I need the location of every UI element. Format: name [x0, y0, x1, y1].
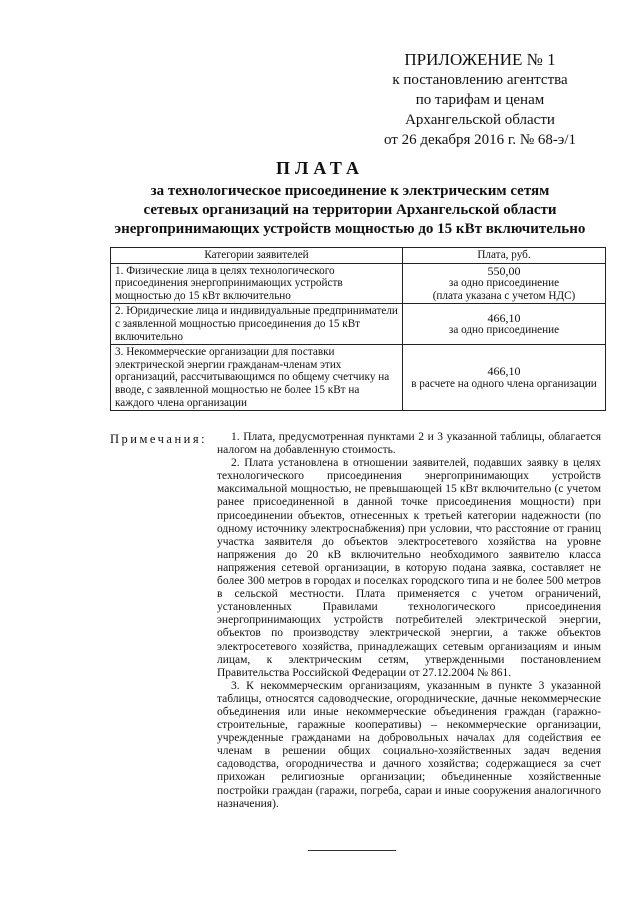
fee-cell	[403, 304, 606, 345]
table-header-row	[111, 248, 606, 264]
subtitle-line: энергопринимающих устройств мощностью до 15 кВт включительно	[114, 221, 586, 237]
fee-note: (плата указана с учетом НДС)	[432, 289, 576, 302]
note-item: 3. К некоммерческим организациям, указанным в пункте 3 указанной таблицы, относятся садоводческие, огороднические, дачные некоммерческие объединения или иные некоммерческие объединения граждан (гаражно-строительные, гаражные кооперативы) – некоммерческие организации, учрежденные гражданами на добровольных началах для содействия ее членам в решении общих социально-хозяйственных задач ведения садоводства, огородничества и дачного хозяйства; содержащиеся за счет прихожан религиозные организации; объединенные хозяйственные постройки граждан (гаражи, погреба, сараи и иные сооружения аналогичного назначения).	[217, 679, 601, 810]
fee-cell	[403, 345, 606, 411]
note-item: 2. Плата установлена в отношении заявителей, подавших заявку в целях технологического присоединения энергопринимающих устройств максимальной мощностью, не превышающей 15 кВт включительно (с учетом ранее присоединенной в данной точке присоединения мощности) при присоединении объектов, отнесенных к третьей категории надежности (по одному источнику электроснабжения) при условии, что расстояние от границ участка заявителя до объектов электросетевого хозяйства на уровне напряжения до 20 кВ включительно необходимого заявителю класса напряжения сетевой организации, в которую подана заявка, составляет не более 300 метров в городах и поселках городского типа и не более 500 метров в сельской местности. Плата применяется с учетом ограничений, установленных Правилами технологического присоединения энергопринимающих устройств потребителей электрической энергии, объектов по производству электрической энергии, а также объектов электросетевого хозяйства, принадлежащих сетевым организациям и иным лицам, к электрическим сетям, утвержденными постановлением Правительства Российской Федерации от 27.12.2004 № 861.	[217, 457, 601, 679]
appendix-date-line: от 26 декабря 2016 г. № 68-э/1	[383, 132, 577, 148]
fee-note: за одно присоединение	[448, 324, 560, 337]
category-cell: 3. Некоммерческие организации для поставки электрической энергии гражданам-членам этих организаций, рассчитывающимся по общему счетчику на вводе, с заявленной мощностью не более 15 кВт на каждого члена организации	[111, 345, 403, 411]
appendix-block	[360, 50, 600, 150]
end-divider	[308, 850, 396, 851]
header-category: Категории заявителей	[111, 248, 403, 264]
subtitle-line: за технологическое присоединение к электрическим сетям	[150, 183, 550, 199]
appendix-line: по тарифам и ценам	[415, 92, 545, 108]
table-row	[111, 304, 606, 345]
note-item: 1. Плата, предусмотренная пунктами 2 и 3 указанной таблицы, облагается налогом на добавленную стоимость.	[217, 431, 601, 457]
fee-amount: 466,10	[487, 310, 521, 325]
document-title: ПЛАТА	[276, 158, 364, 178]
notes-block	[217, 431, 601, 811]
fee-table	[110, 247, 606, 411]
appendix-title: ПРИЛОЖЕНИЕ № 1	[404, 50, 556, 69]
fee-note: в расчете на одного члена организации	[411, 377, 597, 390]
appendix-line: Архангельской области	[405, 112, 555, 128]
category-cell: 2. Юридические лица и индивидуальные предприниматели с заявленной мощностью присоединения до 15 кВт включительно	[111, 304, 403, 345]
appendix-line: к постановлению агентства	[392, 72, 568, 88]
header-fee: Плата, руб.	[403, 248, 606, 264]
category-cell: 1. Физические лица в целях технологического присоединения энергопринимающих устройств мощностью до 15 кВт включительно	[111, 263, 403, 304]
table-row	[111, 263, 606, 304]
fee-amount: 550,00	[487, 263, 521, 278]
fee-note: за одно присоединение	[448, 277, 560, 290]
table-row	[111, 345, 606, 411]
document-subtitle	[90, 182, 610, 239]
subtitle-line: сетевых организаций на территории Архангельской области	[143, 202, 557, 218]
notes-label: Примечания:	[110, 432, 208, 446]
fee-amount: 466,10	[487, 364, 521, 379]
fee-cell	[403, 263, 606, 304]
